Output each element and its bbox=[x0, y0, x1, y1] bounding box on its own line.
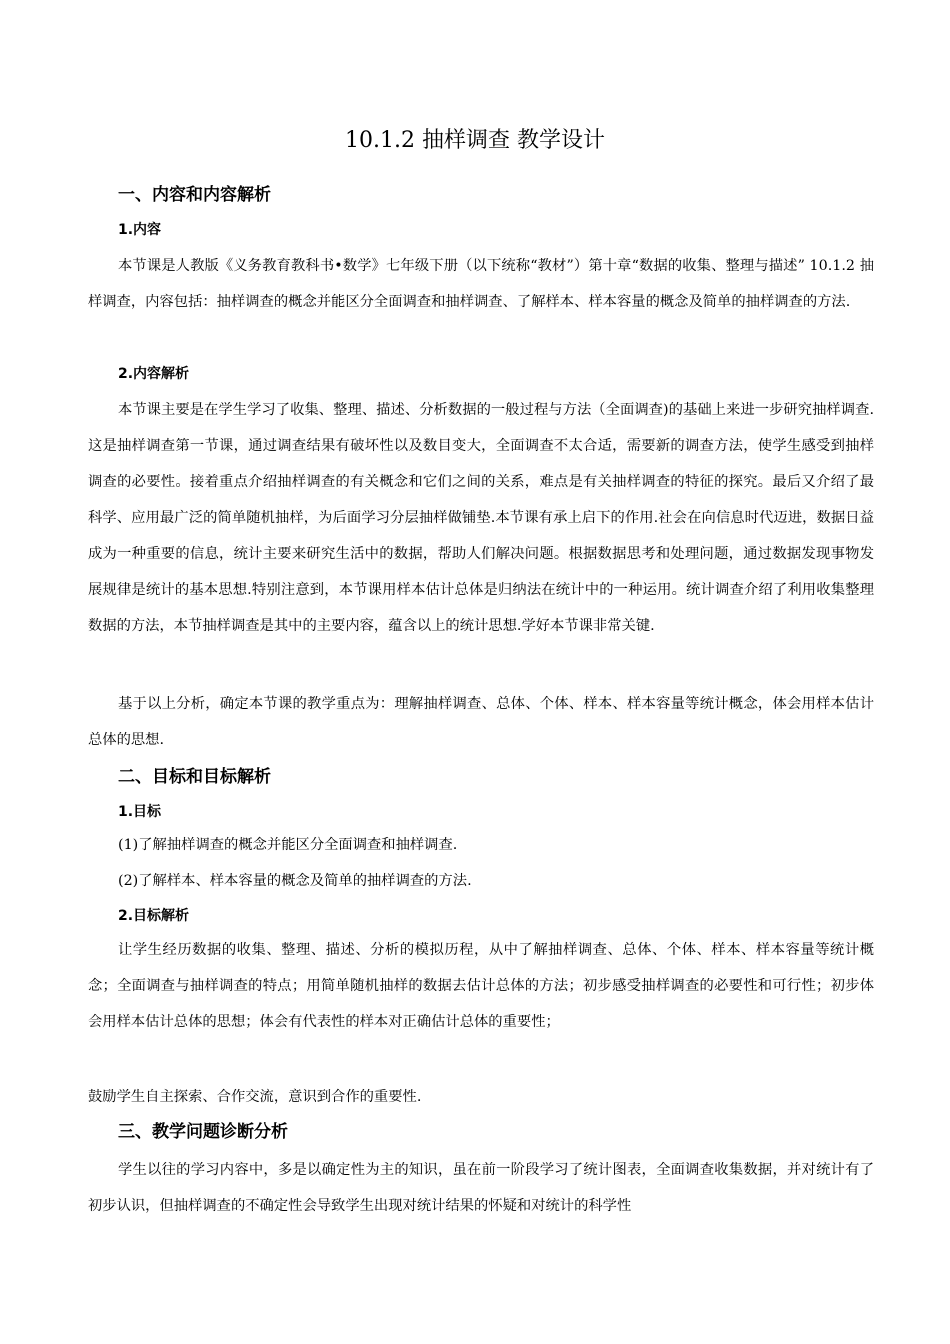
paragraph-content: 本节课是人教版《义务教育教科书•数学》七年级下册（以下统称“教材”）第十章“数据的收集、整理与描述” 10.1.2 抽样调查，内容包括：抽样调查的概念并能区分全面调查和抽样调查、了解样本、样本容量的概念及简单的抽样调查的方法. bbox=[88, 258, 874, 310]
paragraph-teaching-focus: 基于以上分析，确定本节课的教学重点为：理解抽样调查、总体、个体、样本、样本容量等统计概念，体会用样本估计总体的思想. bbox=[88, 696, 874, 748]
section-heading-3: 三、教学问题诊断分析 bbox=[118, 1122, 288, 1142]
paragraph-problem-diagnosis: 学生以往的学习内容中，多是以确定性为主的知识，虽在前一阶段学习了统计图表，全面调查收集数据，并对统计有了初步认识，但抽样调查的不确定性会导致学生出现对统计结果的怀疑和对统计的科学性 bbox=[88, 1162, 874, 1214]
subsection-heading-content-analysis: 2.内容解析 bbox=[118, 366, 190, 382]
paragraph-content-analysis: 本节课主要是在学生学习了收集、整理、描述、分析数据的一般过程与方法（全面调查)的基础上来进一步研究抽样调查.这是抽样调查第一节课，通过调查结果有破坏性以及数目变大，全面调查不太合适，需要新的调查方法，使学生感受到抽样调查的必要性。接着重点介绍抽样调查的有关概念和它们之间的关系，难点是有关抽样调查的特征的探究。最后又介绍了最科学、应用最广泛的简单随机抽样，为后面学习分层抽样做铺垫.本节课有承上启下的作用.社会在向信息时代迈进，数据日益成为一种重要的信息，统计主要来研究生活中的数据，帮助人们解决问题。根据数据思考和处理问题，通过数据发现事物发展规律是统计的基本思想.特别注意到，本节课用样本估计总体是归纳法在统计中的一种运用。统计调查介绍了利用收集整理数据的方法，本节抽样调查是其中的主要内容，蕴含以上的统计思想.学好本节课非常关键. bbox=[88, 402, 874, 634]
subsection-heading-content: 1.内容 bbox=[118, 222, 162, 238]
section-heading-1: 一、内容和内容解析 bbox=[118, 185, 271, 205]
section-heading-2: 二、目标和目标解析 bbox=[118, 767, 271, 787]
subsection-heading-goals: 1.目标 bbox=[118, 804, 162, 820]
goal-item-2: (2)了解样本、样本容量的概念及简单的抽样调查的方法. bbox=[118, 873, 472, 889]
paragraph-goal-analysis: 让学生经历数据的收集、整理、描述、分析的模拟历程，从中了解抽样调查、总体、个体、样本、样本容量等统计概念；全面调查与抽样调查的特点；用简单随机抽样的数据去估计总体的方法；初步感受抽样调查的必要性和可行性；初步体会用样本估计总体的思想；体会有代表性的样本对正确估计总体的重要性； bbox=[88, 942, 874, 1030]
paragraph-encourage: 鼓励学生自主探索、合作交流，意识到合作的重要性. bbox=[88, 1089, 422, 1105]
goal-item-1: (1)了解抽样调查的概念并能区分全面调查和抽样调查. bbox=[118, 837, 458, 853]
document-title: 10.1.2 抽样调查 教学设计 bbox=[345, 128, 605, 153]
subsection-heading-goal-analysis: 2.目标解析 bbox=[118, 908, 190, 924]
